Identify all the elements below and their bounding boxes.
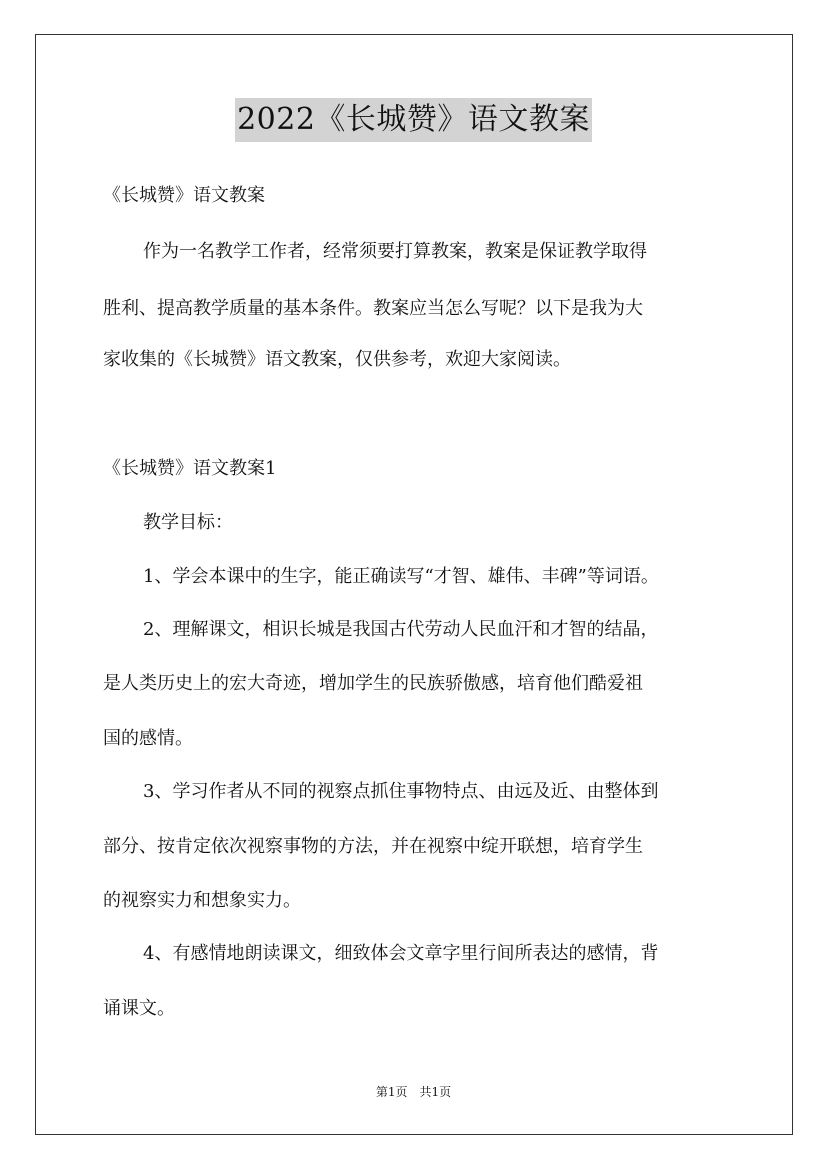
goals-label: 教学目标： bbox=[143, 512, 233, 533]
title-container bbox=[0, 98, 827, 142]
goal-1: 1、学会本课中的生字，能正确读写“才智、雄伟、丰碑”等词语。 bbox=[143, 566, 659, 587]
goal-2-line-3: 国的感情。 bbox=[103, 728, 193, 749]
intro-line-2: 胜利、提高教学质量的基本条件。教案应当怎么写呢？以下是我为大 bbox=[103, 298, 643, 319]
goal-3-line-2: 部分、按肯定依次视察事物的方法，并在视察中绽开联想，培育学生 bbox=[103, 836, 643, 857]
page-footer: 第1页 共1页 bbox=[375, 1085, 452, 1099]
goal-2-line-2: 是人类历史上的宏大奇迹，增加学生的民族骄傲感，培育他们酷爱祖 bbox=[103, 673, 643, 694]
goal-4-line-1: 4、有感情地朗读课文，细致体会文章字里行间所表达的感情，背 bbox=[143, 943, 659, 964]
goal-3-line-1: 3、学习作者从不同的视察点抓住事物特点、由远及近、由整体到 bbox=[143, 781, 659, 802]
goal-2-line-1: 2、理解课文，相识长城是我国古代劳动人民血汗和才智的结晶， bbox=[143, 619, 659, 640]
intro-line-1: 作为一名教学工作者，经常须要打算教案，教案是保证教学取得 bbox=[143, 241, 647, 262]
section-heading: 《长城赞》语文教案1 bbox=[103, 458, 277, 479]
goal-3-line-3: 的视察实力和想象实力。 bbox=[103, 890, 301, 911]
intro-line-3: 家收集的《长城赞》语文教案，仅供参考，欢迎大家阅读。 bbox=[103, 349, 571, 370]
document-title: 2022《长城赞》语文教案 bbox=[235, 98, 592, 142]
goal-4-line-2: 诵课文。 bbox=[103, 998, 175, 1019]
subtitle: 《长城赞》语文教案 bbox=[103, 185, 265, 206]
